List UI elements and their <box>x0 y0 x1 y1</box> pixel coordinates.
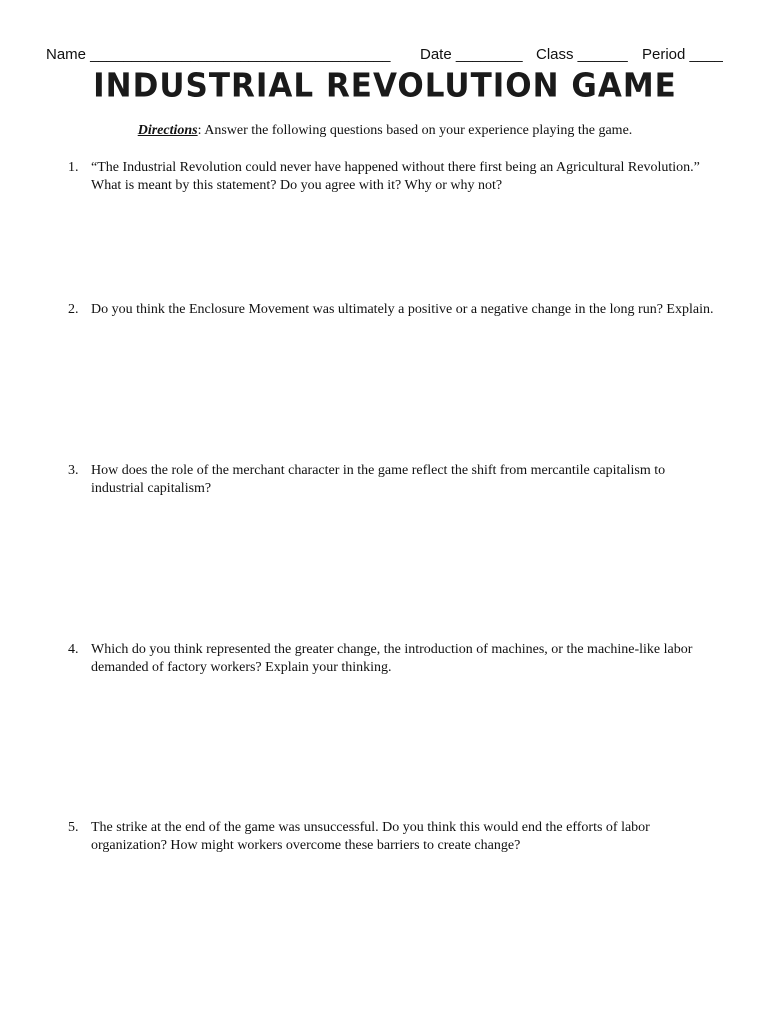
period-field[interactable]: Period ____ <box>642 46 723 63</box>
name-field[interactable]: Name ____________________________________ <box>46 46 391 63</box>
worksheet-title <box>0 67 770 105</box>
question-number: 3. <box>68 463 79 478</box>
question-number: 5. <box>68 820 79 835</box>
question-number: 1. <box>68 160 79 175</box>
date-field[interactable]: Date ________ <box>420 46 523 63</box>
question-text: The strike at the end of the game was unsuccessful. Do you think this would end the efforts of labor organization? How might workers overcome these barriers to create change? <box>91 820 650 853</box>
question-number: 4. <box>68 642 79 657</box>
title-text: INDUSTRIAL REVOLUTION GAME <box>93 67 677 105</box>
directions-text: : Answer the following questions based on your experience playing the game. <box>197 123 633 138</box>
question-text: How does the role of the merchant character in the game reflect the shift from mercantile capitalism to industrial capitalism? <box>91 463 666 496</box>
directions-label: Directions <box>137 123 198 138</box>
question-3 <box>68 462 718 498</box>
directions <box>0 123 770 139</box>
question-2 <box>68 301 718 319</box>
question-1 <box>68 159 718 195</box>
question-text: Which do you think represented the greater change, the introduction of machines, or the machine-like labor demanded of factory workers? Explain your thinking. <box>91 642 693 675</box>
question-text: “The Industrial Revolution could never have happened without there first being an Agricultural Revolution.” What is meant by this statement? Do you agree with it? Why or why not? <box>91 160 700 193</box>
class-field[interactable]: Class ______ <box>536 46 628 63</box>
question-5 <box>68 819 718 855</box>
question-text: Do you think the Enclosure Movement was ultimately a positive or a negative change in the long run? Explain. <box>91 302 714 317</box>
question-4 <box>68 641 718 677</box>
question-number: 2. <box>68 302 79 317</box>
